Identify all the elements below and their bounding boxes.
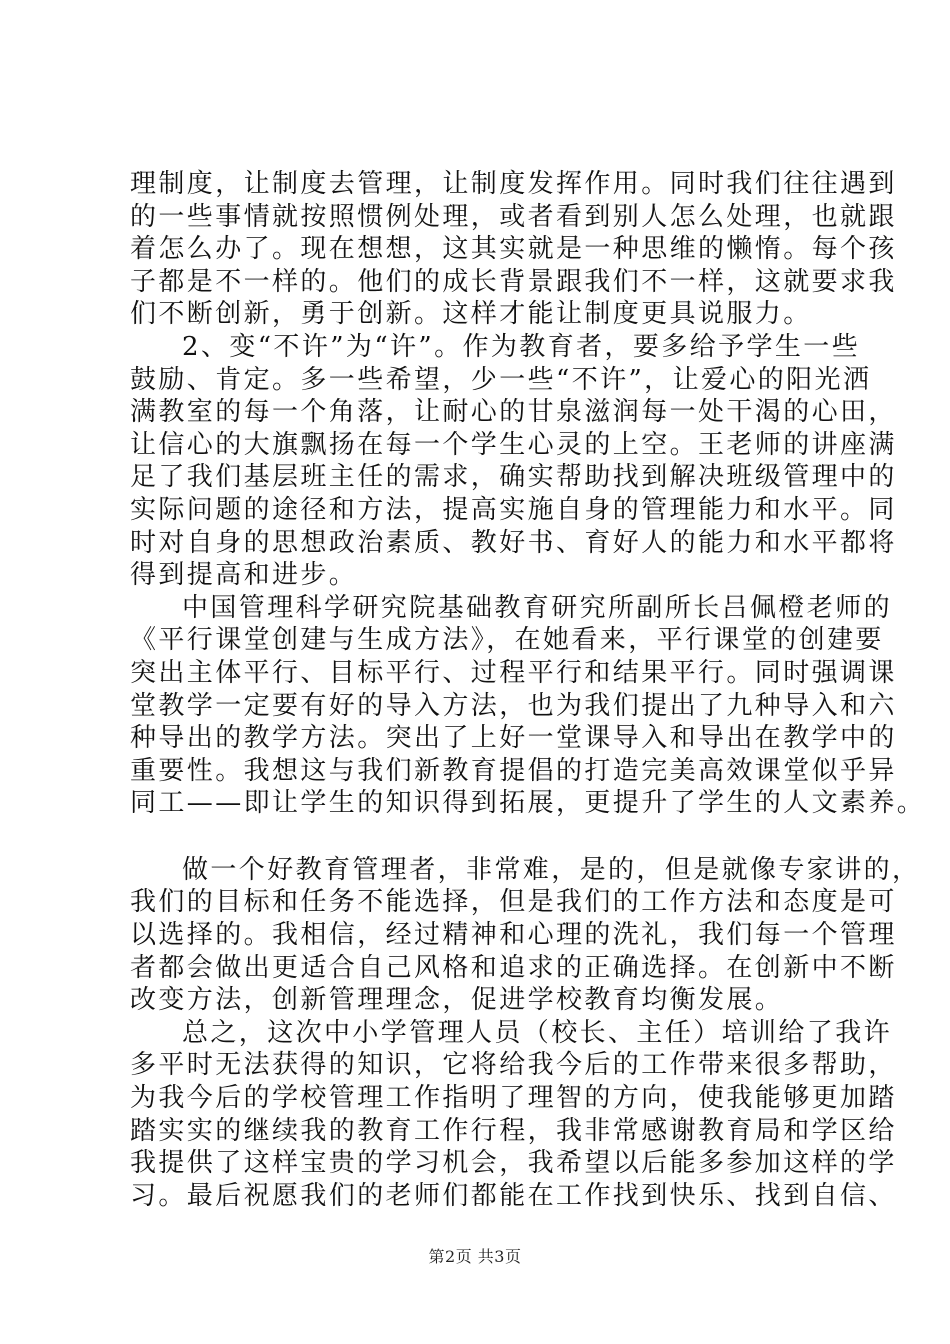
page-footer: 第2页 共3页	[428, 1247, 522, 1266]
text-line: 足了我们基层班主任的需求，确实帮助找到解决班级管理中的	[130, 462, 897, 493]
text-line: 我提供了这样宝贵的学习机会，我希望以后能多参加这样的学	[130, 1148, 897, 1179]
text-line: 的一些事情就按照惯例处理，或者看到别人怎么处理，也就跟	[130, 201, 897, 232]
text-line: 重要性。我想这与我们新教育提倡的打造完美高效课堂似乎异	[130, 755, 897, 786]
paragraph	[130, 168, 897, 331]
text-line: 种导出的教学方法。突出了上好一堂课导入和导出在教学中的	[130, 723, 897, 754]
text-line: 总之，这次中小学管理人员（校长、主任）培训给了我许	[182, 1017, 893, 1048]
text-line: 满教室的每一个角落，让耐心的甘泉滋润每一处干渴的心田，	[130, 397, 897, 428]
text-line: 子都是不一样的。他们的成长背景跟我们不一样，这就要求我	[130, 266, 897, 297]
text-line: 多平时无法获得的知识，它将给我今后的工作带来很多帮助，	[130, 1050, 897, 1081]
text-line: 改变方法，创新管理理念，促进学校教育均衡发展。	[130, 985, 784, 1016]
text-line: 们不断创新，勇于创新。这样才能让制度更具说服力。	[130, 299, 812, 330]
text-line: 者都会做出更适合自己风格和追求的正确选择。在创新中不断	[130, 952, 897, 983]
document-body	[130, 168, 926, 1212]
text-line: 为我今后的学校管理工作指明了理智的方向，使我能够更加踏	[130, 1083, 897, 1114]
text-line: 《平行课堂创建与生成方法》，在她看来，平行课堂的创建要	[130, 625, 884, 656]
text-line: 做一个好教育管理者，非常难，是的，但是就像专家讲的，	[182, 854, 921, 885]
paragraph	[130, 854, 921, 1017]
text-line: 让信心的大旗飘扬在每一个学生心灵的上空。王老师的讲座满	[130, 429, 897, 460]
text-line: 着怎么办了。现在想想，这其实就是一种思维的懒惰。每个孩	[130, 234, 897, 265]
text-line: 突出主体平行、目标平行、过程平行和结果平行。同时强调课	[130, 657, 897, 688]
text-line: 鼓励、肯定。多一些希望，少一些“不许”，让爱心的阳光洒	[130, 364, 872, 395]
text-line: 实际问题的途径和方法，提高实施自身的管理能力和水平。同	[130, 494, 897, 525]
text-line: 2、变“不许”为“许”。作为教育者，要多给予学生一些	[182, 331, 861, 362]
text-line: 习。最后祝愿我们的老师们都能在工作找到快乐、找到自信、	[130, 1180, 897, 1211]
paragraph	[130, 1017, 897, 1213]
text-line: 时对自身的思想政治素质、教好书、育好人的能力和水平都将	[130, 527, 897, 558]
text-line: 得到提高和进步。	[130, 560, 358, 591]
paragraph	[130, 331, 897, 592]
text-line: 踏实实的继续我的教育工作行程，我非常感谢教育局和学区给	[130, 1115, 897, 1146]
text-line: 同工——即让学生的知识得到拓展，更提升了学生的人文素养。	[130, 788, 926, 819]
text-line: 堂教学一定要有好的导入方法，也为我们提出了九种导入和六	[130, 690, 897, 721]
text-line: 我们的目标和任务不能选择，但是我们的工作方法和态度是可	[130, 887, 897, 918]
text-line: 理制度，让制度去管理，让制度发挥作用。同时我们往往遇到	[130, 169, 897, 199]
text-line: 中国管理科学研究院基础教育研究所副所长吕佩橙老师的	[182, 592, 893, 623]
text-line: 以选择的。我相信，经过精神和心理的洗礼，我们每一个管理	[130, 920, 897, 951]
paragraph-gap	[130, 820, 840, 854]
paragraph	[130, 592, 926, 820]
